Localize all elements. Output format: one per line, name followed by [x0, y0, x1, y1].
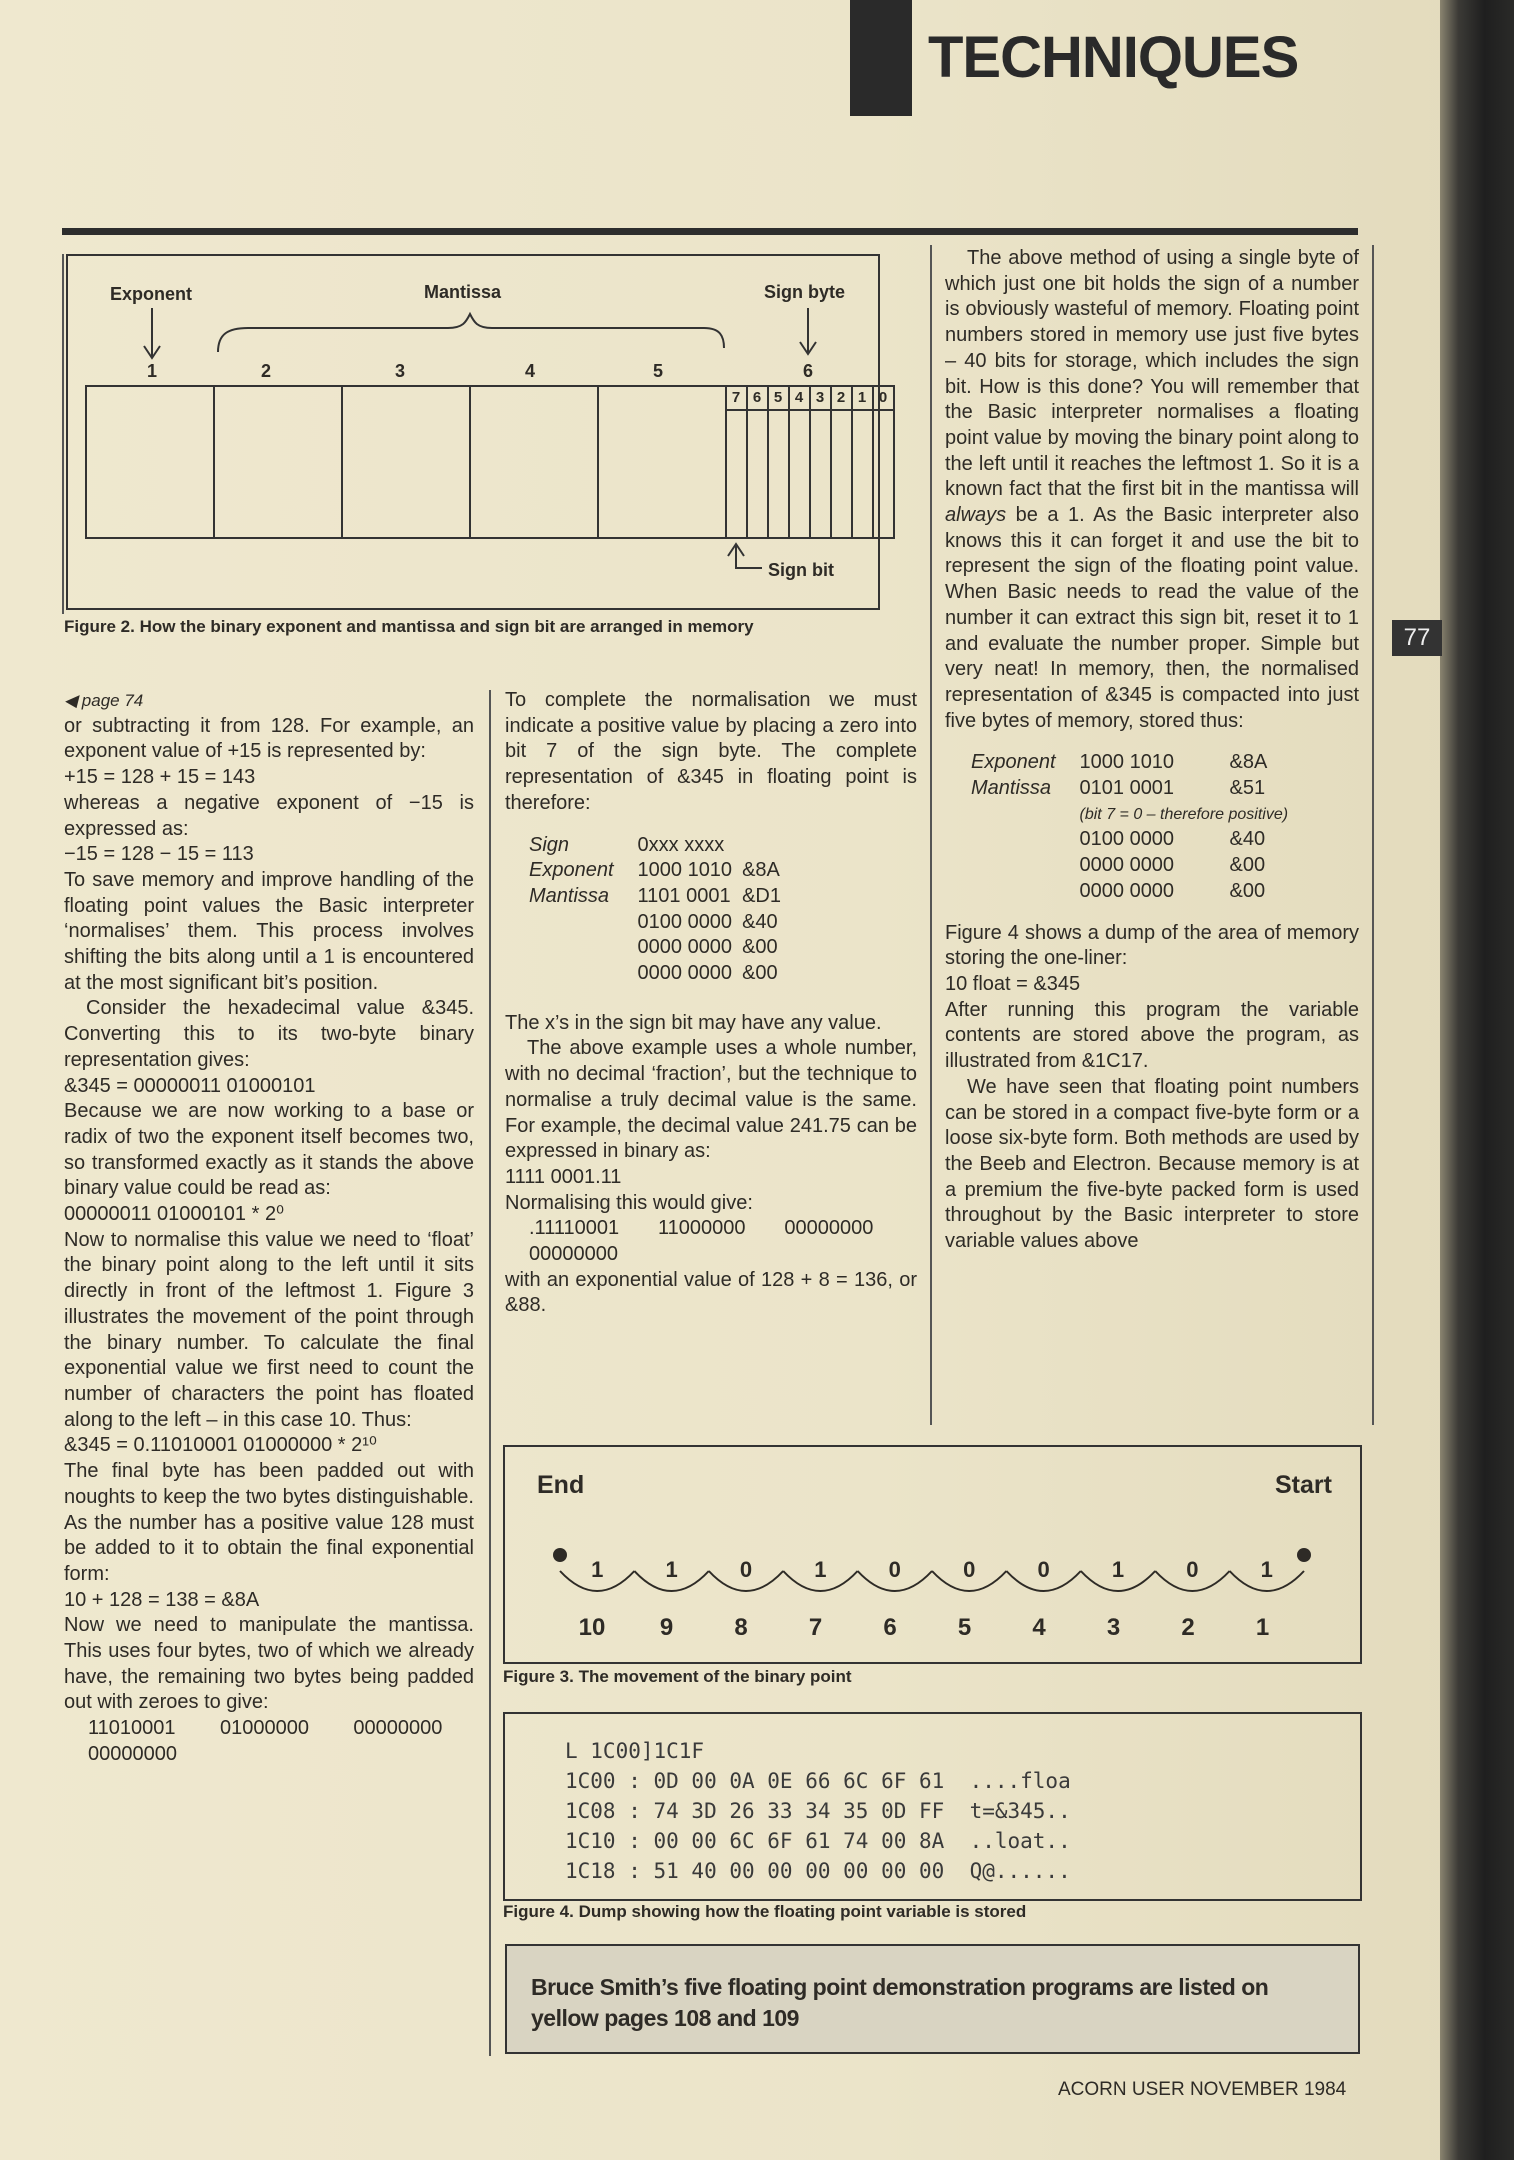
- binary-digit: 1: [814, 1557, 827, 1582]
- formula: 00000011 01000101 * 2⁰: [64, 1203, 285, 1226]
- bit-number: 7: [731, 389, 741, 406]
- paragraph: Normalising this would give:: [505, 1191, 753, 1214]
- header-rule: [62, 228, 1358, 235]
- table-row: (bit 7 = 0 – therefore positive): [1079, 805, 1289, 823]
- byte-cell: [470, 386, 598, 538]
- figure-2-caption: Figure 2. How the binary exponent and mantissa and sign bit are arranged in memory: [64, 617, 754, 636]
- paragraph: Figure 4 shows a dump of the area of memory storing the one-liner:: [945, 921, 1359, 970]
- column-1: [64, 688, 474, 1768]
- magazine-footer: ACORN USER NOVEMBER 1984: [1058, 2079, 1347, 2100]
- point-position-number: 9: [659, 1614, 674, 1641]
- byte-cell: [598, 386, 726, 538]
- paragraph: or subtracting it from 128. For example, an exponent value of +15 is represented by:: [64, 714, 474, 763]
- formula: −15 = 128 − 15 = 113: [64, 843, 254, 866]
- sign-bit-label: Sign bit: [768, 560, 834, 580]
- bit-number: 0: [878, 389, 888, 406]
- byte-number: 1: [146, 361, 158, 381]
- paragraph: Now to normalise this value we need to ‘float’ the binary point along to the left until it sits directly in front of the leftmost 1. Figure 3 illustrates the movement of the point through the binary number. To calculate the final exponential value we first need to count the number of characters the point has floated along to the left – in this case 10. Thus:: [64, 1228, 474, 1431]
- byte-cell: [342, 386, 470, 538]
- bit-number: 1: [857, 389, 867, 406]
- section-title: TECHNIQUES: [928, 25, 1299, 90]
- binary-digit: 0: [739, 1557, 753, 1582]
- figure-2: [66, 254, 888, 610]
- point-position-number: 5: [957, 1614, 972, 1641]
- packed-representation-table: [971, 750, 1298, 904]
- byte-number: 6: [802, 361, 814, 381]
- point-position-number: 3: [1106, 1614, 1121, 1641]
- sign-byte-label: Sign byte: [764, 282, 846, 302]
- exponent-label: Exponent: [110, 284, 193, 304]
- binary-digit: 1: [665, 1557, 678, 1582]
- paragraph: To save memory and improve handling of the floating point values the Basic interpreter ‘normalises’ them. This process involves shifting the bits along until a 1 is encountered at the most significant bit’s position.: [64, 868, 474, 994]
- column-divider: [930, 245, 932, 1425]
- formula: 11010001 01000000 00000000 00000000: [88, 1717, 443, 1765]
- paragraph: The final byte has been padded out with noughts to keep the two bytes distinguishable. As the number has a positive value 128 must be added to it to obtain the final exponential form:: [64, 1460, 474, 1585]
- page-spine: [1440, 0, 1514, 2160]
- formula: 10 + 128 = 138 = &8A: [64, 1588, 260, 1611]
- binary-point-diagram: [505, 1447, 1360, 1662]
- table-row: 0100 0000 &40: [1079, 828, 1266, 851]
- binary-digit: 1: [1111, 1557, 1125, 1582]
- table-row: 0000 0000 &00: [637, 962, 778, 985]
- bit-number: 5: [773, 389, 783, 406]
- byte-number: 3: [394, 361, 406, 381]
- point-position-number: 10: [578, 1614, 606, 1641]
- point-position-number: 4: [1032, 1614, 1046, 1641]
- page-reference[interactable]: ◀ page 74: [64, 691, 144, 710]
- paragraph: Consider the hexadecimal value &345. Converting this to its two-byte binary representation gives:: [64, 997, 474, 1071]
- binary-digit: 0: [1037, 1557, 1050, 1582]
- column-2: [505, 688, 917, 1319]
- byte-cell: [214, 386, 342, 538]
- paragraph: The x’s in the sign bit may have any value.: [505, 1011, 882, 1034]
- mantissa-label: Mantissa: [424, 282, 502, 302]
- table-row: Mantissa 1101 0001 &D1: [529, 884, 781, 907]
- table-row: 0100 0000 &40: [637, 910, 778, 933]
- memory-dump: [565, 1736, 1071, 1886]
- dump-line: L 1C00]1C1F: [565, 1739, 705, 1763]
- paragraph: The above method of using a single byte of which just one bit holds the sign of a number is obviously wasteful of memory. Floating point numbers stored in memory use just five bytes – 40 bits for storage, which includes the sign bit. How is this done? You will remember that the Basic interpreter normalises a floating point value by moving the binary point along to the left until it reaches the leftmost 1. So it is a known fact that the first bit in the mantissa will always be a 1. As the Basic interpreter also knows this it can forget it and use the bit to represent the sign of the floating point value. When Basic needs to read the value of the number it can extract this sign bit, reset it to 1 and evaluate the number proper. Simple but very neat! In memory, then, the normalised representation of &345 is compacted into just five bytes of memory, stored thus:: [945, 247, 1360, 732]
- bit-number: 6: [752, 389, 762, 406]
- table-row: Sign 0xxx xxxx: [529, 833, 725, 856]
- column-divider: [62, 254, 64, 614]
- memory-layout-diagram: [68, 256, 888, 608]
- point-position-number: 7: [808, 1614, 823, 1641]
- binary-digit: 0: [963, 1557, 976, 1582]
- bit-number: 4: [794, 389, 804, 406]
- page-number: 77: [1392, 620, 1442, 656]
- byte-number: 2: [260, 361, 272, 381]
- end-point-dot: [553, 1548, 567, 1562]
- byte-number: 5: [652, 361, 664, 381]
- bit-number: 3: [815, 389, 825, 406]
- table-row: 0000 0000 &00: [1079, 854, 1266, 877]
- table-row: 0000 0000 &00: [637, 936, 778, 959]
- point-position-number: 1: [1255, 1614, 1270, 1641]
- paragraph: The above example uses a whole number, with no decimal ‘fraction’, but the technique to normalise a truly decimal value is the same. For example, the decimal value 241.75 can be expressed in binary as:: [505, 1037, 917, 1163]
- dump-line: 1C00 : 0D 00 0A 0E 66 6C 6F 61 ....floa: [565, 1769, 1071, 1793]
- table-row: Exponent 1000 1010 &8A: [529, 859, 780, 882]
- mantissa-brace: [218, 314, 724, 352]
- paragraph: with an exponential value of 128 + 8 = 136, or &88.: [505, 1268, 917, 1317]
- binary-digit: 1: [591, 1557, 604, 1582]
- binary-digit: 1: [1260, 1557, 1273, 1582]
- point-position-number: 2: [1181, 1614, 1195, 1641]
- paragraph: whereas a negative exponent of −15 is expressed as:: [64, 791, 474, 840]
- figure-3-caption: Figure 3. The movement of the binary point: [503, 1667, 852, 1686]
- binary-digit: 0: [1186, 1557, 1199, 1582]
- figure-4: [503, 1712, 1362, 1901]
- table-row: Mantissa 0101 0001 &51: [971, 777, 1266, 800]
- programs-notice-box: [505, 1944, 1360, 2054]
- point-position-number: 8: [734, 1614, 748, 1641]
- formula: &345 = 0.11010001 01000000 * 2¹⁰: [64, 1434, 377, 1457]
- figure-4-caption: Figure 4. Dump showing how the floating point variable is stored: [503, 1902, 1027, 1921]
- paragraph: To complete the normalisation we must indicate a positive value by placing a zero into bit 7 of the sign byte. The complete representation of &345 in floating point is therefore:: [505, 689, 917, 814]
- paragraph: Because we are now working to a base or radix of two the exponent itself becomes two, so transformed exactly as it stands the above binary value could be read as:: [64, 1100, 474, 1200]
- column-3: [945, 246, 1359, 1255]
- dump-line: 1C10 : 00 00 6C 6F 61 74 00 8A ..loat..: [565, 1829, 1071, 1853]
- programs-notice: Bruce Smith’s five floating point demonstration programs are listed on yellow pages 108 and 109: [531, 1974, 1269, 2031]
- table-row: Exponent 1000 1010 &8A: [971, 751, 1268, 774]
- bit-number: 2: [836, 389, 846, 406]
- point-position-number: 6: [883, 1614, 897, 1641]
- paragraph: After running this program the variable contents are stored above the program, as illustrated from &1C17.: [945, 998, 1359, 1073]
- formula: &345 = 00000011 01000101: [64, 1074, 316, 1097]
- paragraph: Now we need to manipulate the mantissa. This uses four bytes, two of which we already have, the remaining two bytes being padded out with zeroes to give:: [64, 1614, 474, 1714]
- formula: .11110001 11000000 00000000 00000000: [529, 1217, 874, 1266]
- formula: 1111 0001.11: [505, 1165, 622, 1188]
- dump-line: 1C08 : 74 3D 26 33 34 35 0D FF t=&345..: [565, 1799, 1071, 1823]
- byte-number: 4: [524, 361, 536, 381]
- float-representation-table: [529, 833, 791, 987]
- formula: +15 = 128 + 15 = 143: [64, 766, 256, 789]
- start-label: Start: [1275, 1471, 1332, 1499]
- formula: 10 float = &345: [945, 972, 1081, 995]
- column-divider: [489, 690, 491, 2056]
- binary-digit: 0: [888, 1557, 901, 1582]
- paragraph: We have seen that floating point numbers can be stored in a compact five-byte form or a loose six-byte form. Both methods are used by the Beeb and Electron. Because memory is at a premium the five-byte packed form is used throughout by the Basic interpreter to store variable values above: [945, 1075, 1359, 1253]
- table-row: 0000 0000 &00: [1079, 879, 1266, 902]
- column-divider: [1372, 245, 1374, 1425]
- figure-3: [503, 1445, 1362, 1664]
- dump-line: 1C18 : 51 40 00 00 00 00 00 00 Q@......: [565, 1859, 1071, 1883]
- byte-cell: [86, 386, 214, 538]
- start-point-dot: [1297, 1548, 1311, 1562]
- header-block: [850, 0, 912, 116]
- end-label: End: [537, 1471, 585, 1499]
